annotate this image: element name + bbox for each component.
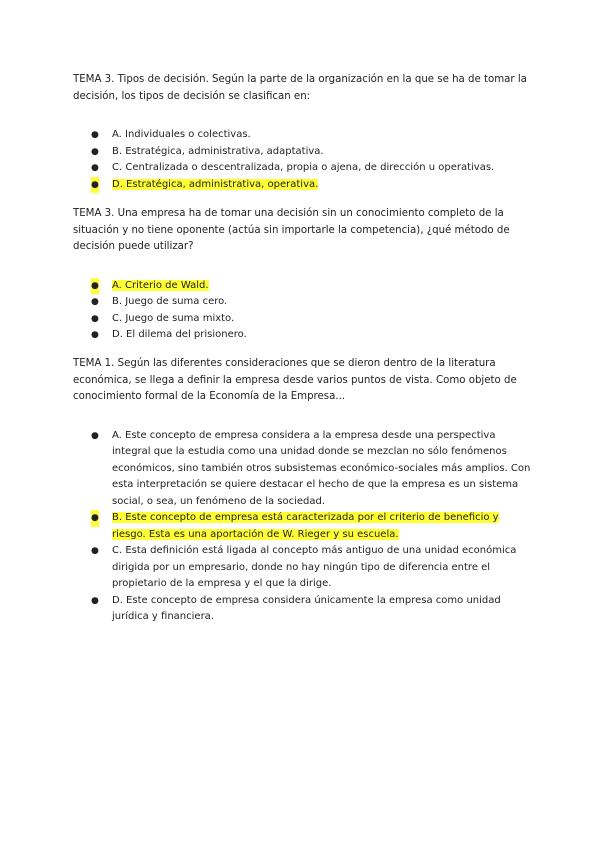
option-text: D. Este concepto de empresa considera únicamente la empresa como unidad jurídica y financiera.	[112, 594, 501, 622]
option-text: B. Este concepto de empresa está caracterizada por el criterio de beneficio y riesgo. Esta es una aportación de W. Rieger y su escuela.	[112, 512, 499, 540]
bullet-icon: ●	[91, 163, 99, 173]
option-item	[73, 543, 533, 593]
question-1-text: TEMA 3. Tipos de decisión. Según la parte de la organización en la que se ha de tomar la decisión, los tipos de decisión se clasifican en:	[73, 74, 527, 102]
option-text: A. Criterio de Wald.	[112, 279, 209, 291]
bullet-icon: ●	[91, 510, 99, 527]
option-item	[73, 144, 533, 161]
question-3-options	[73, 428, 533, 626]
option-item	[73, 428, 533, 511]
option-item	[73, 294, 533, 311]
question-2	[73, 206, 533, 344]
question-2-options	[73, 278, 533, 344]
option-text: D. El dilema del prisionero.	[112, 329, 247, 340]
bullet-icon: ●	[91, 430, 99, 441]
bullet-icon: ●	[91, 595, 99, 606]
option-item	[73, 311, 533, 328]
question-3-text: TEMA 1. Según las diferentes consideraciones que se dieron dentro de la literatura económica, se llega a definir la empresa desde varios puntos de vista. Como objeto de conocimiento formal de la Economía de la Empresa...	[73, 358, 517, 402]
bullet-icon: ●	[91, 146, 99, 157]
option-text: C. Centralizada o descentralizada, propia o ajena, de dirección u operativas.	[112, 162, 495, 173]
option-item-highlighted	[73, 510, 533, 543]
option-text: C. Juego de suma mixto.	[112, 312, 235, 324]
option-item-highlighted	[73, 177, 533, 194]
option-item	[73, 160, 533, 177]
bullet-icon: ●	[91, 330, 99, 340]
bullet-icon: ●	[91, 297, 99, 307]
option-text: D. Estratégica, administrativa, operativa.	[112, 178, 319, 190]
bullet-icon: ●	[91, 278, 99, 295]
option-item	[73, 593, 533, 626]
question-1-options	[73, 127, 533, 193]
bullet-icon: ●	[91, 546, 99, 556]
option-text: C. Esta definición está ligada al concepto más antiguo de una unidad económica dirigida por un empresario, donde no hay ningún tipo de diferencia entre el propietario de la empresa y el que la dirige.	[112, 545, 517, 589]
bullet-icon: ●	[91, 130, 99, 140]
option-item-highlighted	[73, 278, 533, 295]
question-2-text: TEMA 3. Una empresa ha de tomar una decisión sin un conocimiento completo de la situación y no tiene oponente (actúa sin importarle la competencia), ¿qué método de decisión puede utilizar?	[73, 208, 510, 252]
option-text: B. Juego de suma cero.	[112, 296, 228, 307]
option-item	[73, 327, 533, 344]
question-3	[73, 356, 533, 626]
option-item	[73, 127, 533, 144]
bullet-icon: ●	[91, 313, 99, 324]
option-text: B. Estratégica, administrativa, adaptativa.	[112, 145, 324, 157]
option-text: A. Este concepto de empresa considera a la empresa desde una perspectiva integral que la estudia como una unidad donde se mezclan no sólo fenómenos económicos, sino también otros subsistemas económico-sociales más amplios. Con esta interpretación se quiere destacar el hecho de que la empresa es un sistema social, o sea, un fenómeno de la sociedad.	[112, 429, 531, 507]
question-1	[73, 72, 533, 193]
bullet-icon: ●	[91, 177, 99, 194]
option-text: A. Individuales o colectivas.	[112, 129, 251, 140]
